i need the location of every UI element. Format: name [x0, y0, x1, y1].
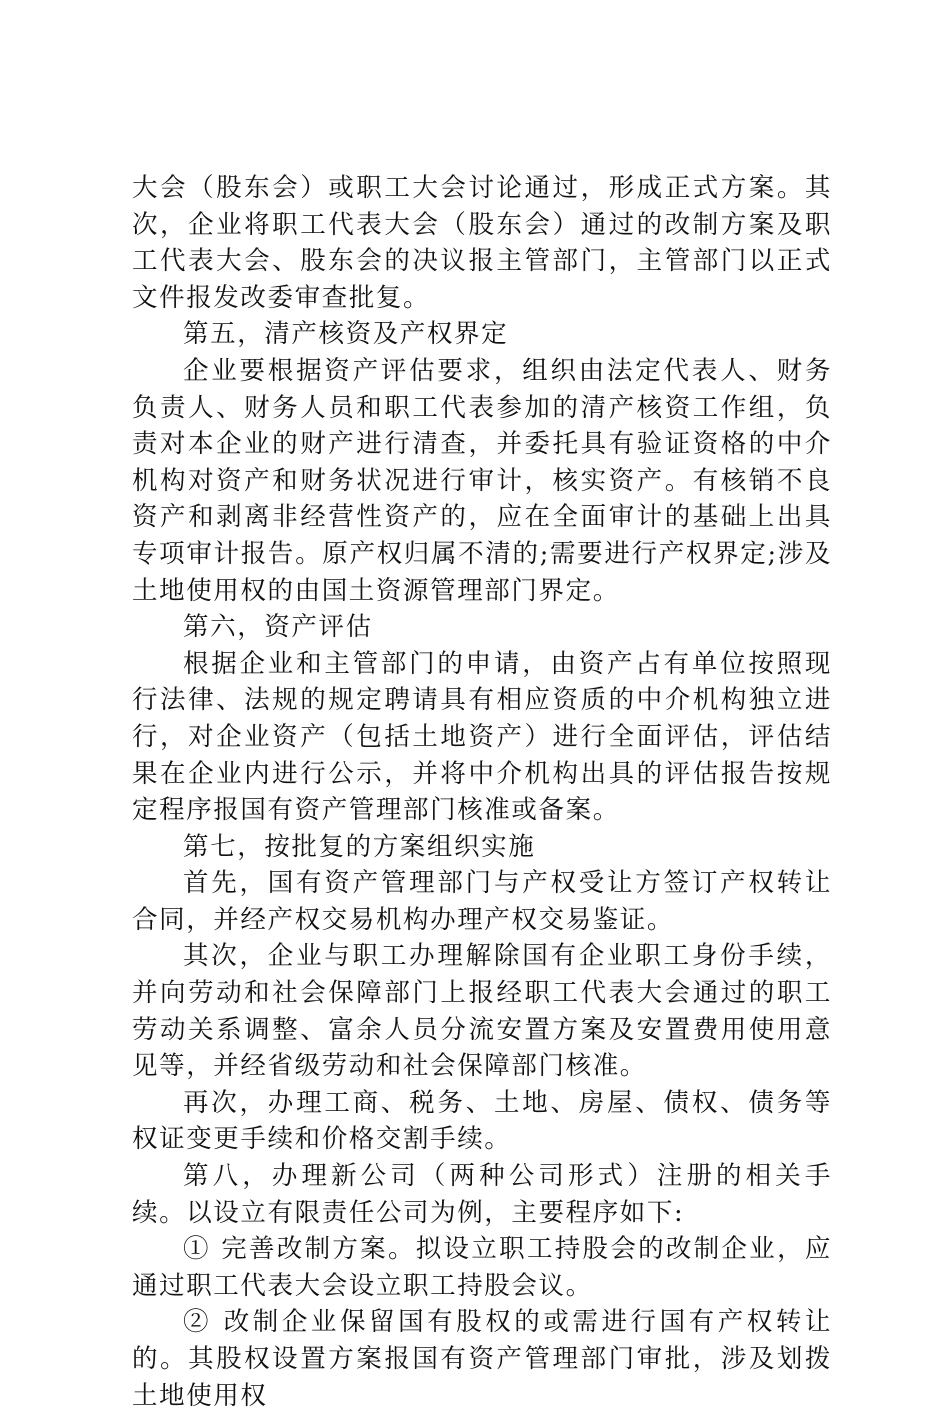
- section-heading-5: 第五，清产核资及产权界定: [183, 319, 509, 350]
- paragraph: 企业要根据资产评估要求，组织由法定代表人、财务负责人、财务人员和职工代表参加的清产核资工作组，负责对本企业的财产进行清查，并委托具有验证资格的中介机构对资产和财务状况进行审计，核实资产。有核销不良资产和剥离非经营性资产的，应在全面审计的基础上出具专项审计报告。原产权归属不清的;需要进行产权界定;涉及土地使用权的由国土资源管理部门界定。: [132, 355, 832, 606]
- paragraph: 根据企业和主管部门的申请，由资产占有单位按照现行法律、法规的规定聘请具有相应资质的中介机构独立进行，对企业资产（包括土地资产）进行全面评估，评估结果在企业内进行公示，并将中介机构出具的评估报告按规定程序报国有资产管理部门核准或备案。: [132, 648, 832, 826]
- list-item: ① 完善改制方案。拟设立职工持股会的改制企业，应通过职工代表大会设立职工持股会议。: [132, 1234, 832, 1301]
- section-heading-7: 第七，按批复的方案组织实施: [183, 831, 536, 862]
- section-heading-8: 第八，办理新公司（两种公司形式）注册的相关手续。以设立有限责任公司为例，主要程序如下:: [132, 1161, 832, 1228]
- list-item: ② 改制企业保留国有股权的或需进行国有产权转让的。其股权设置方案报国有资产管理部门审批，涉及划拨土地使用权: [132, 1307, 832, 1411]
- document-body: [132, 170, 832, 1414]
- paragraph-continuation: 大会（股东会）或职工大会讨论通过，形成正式方案。其次，企业将职工代表大会（股东会）通过的改制方案及职工代表大会、股东会的决议报主管部门，主管部门以正式文件报发改委审查批复。: [132, 173, 832, 313]
- paragraph: 其次，企业与职工办理解除国有企业职工身份手续，并向劳动和社会保障部门上报经职工代表大会通过的职工劳动关系调整、富余人员分流安置方案及安置费用使用意见等，并经省级劳动和社会保障部门核准。: [132, 941, 832, 1082]
- paragraph: 再次，办理工商、税务、土地、房屋、债权、债务等权证变更手续和价格交割手续。: [132, 1087, 832, 1155]
- paragraph: 首先，国有资产管理部门与产权受让方签订产权转让合同，并经产权交易机构办理产权交易鉴证。: [132, 868, 832, 935]
- section-heading-6: 第六，资产评估: [183, 612, 373, 643]
